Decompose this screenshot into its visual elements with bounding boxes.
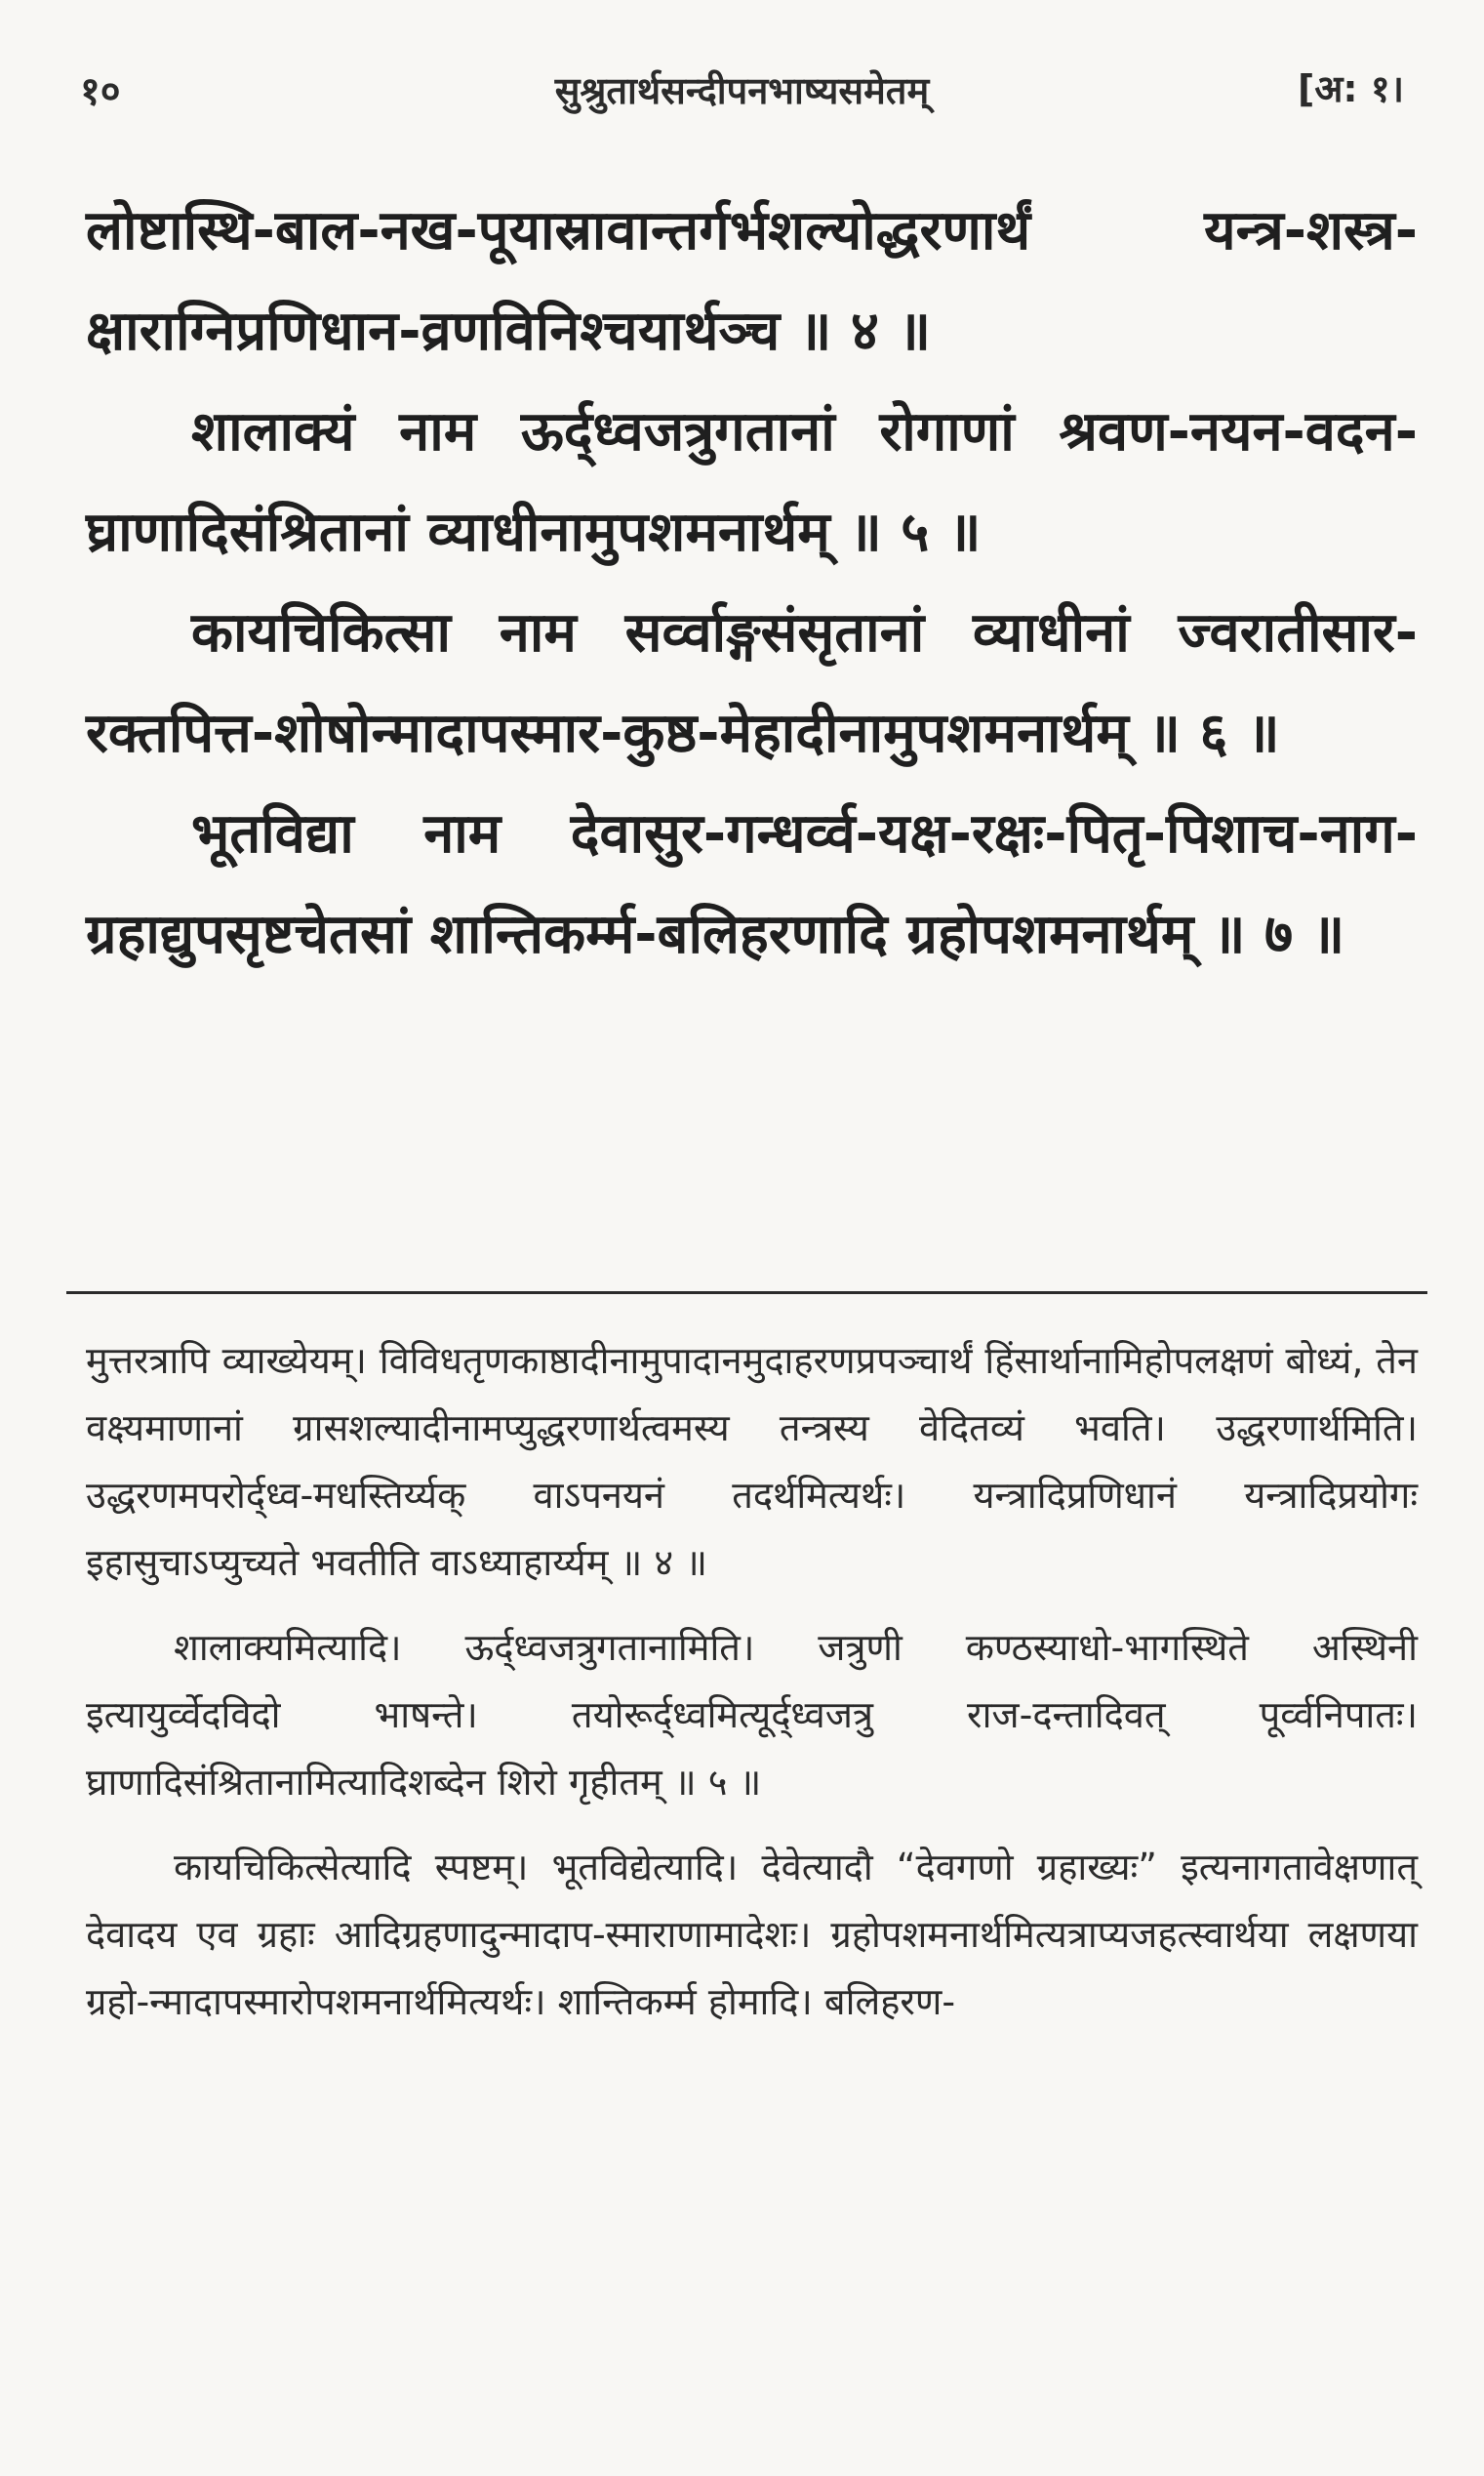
commentary-paragraph: शालाक्यमित्यादि। ऊर्द्ध्वजत्रुगतानामिति। जत्रुणी कण्ठस्याधो-भागस्थिते अस्थिनी इत्यायुर्व्वेदविदो भाषन्ते। तयोरूर्द्ध्वमित्यूर्द्ध्वजत्रु राज-दन्तादिवत् पूर्व्वनिपातः। घ्राणादिसंश्रितानामित्यादिशब्देन शिरो गृहीतम् ॥ ५ ॥ bbox=[86, 1626, 1418, 1804]
sutra-6: कायचिकित्सा नाम सर्व्वाङ्गसंसृतानां व्याधीनां ज्वरातीसार-रक्तपित्त-शोषोन्मादापस्मार-कुष्ठ-मेहादीनामुपशमनार्थम् ॥ ६ ॥ bbox=[86, 601, 1418, 765]
horizontal-divider bbox=[66, 1291, 1427, 1294]
sutra-5: शालाक्यं नाम ऊर्द्ध्वजत्रुगतानां रोगाणां श्रवण-नयन-वदन-घ्राणादिसंश्रितानां व्याधीनामुपशमनार्थम् ॥ ५ ॥ bbox=[86, 400, 1418, 564]
commentary-text-block bbox=[86, 1327, 1418, 2053]
sutra-7: भूतविद्या नाम देवासुर-गन्धर्व्व-यक्ष-रक्षः-पितृ-पिशाच-नाग-ग्रहाद्युपसृष्टचेतसां शान्तिकर्म्म-बलिहरणादि ग्रहोपशमनार्थम् ॥ ७ ॥ bbox=[86, 802, 1418, 966]
commentary-paragraph: मुत्तरत्रापि व्याख्येयम्। विविधतृणकाष्ठादीनामुपादानमुदाहरणप्रपञ्चार्थं हिंसार्थानामिहोपलक्षणं बोध्यं, तेन वक्ष्यमाणानां ग्रासशल्यादीनामप्युद्धरणार्थत्वमस्य तन्त्रस्य वेदितव्यं भवति। उद्धरणार्थमिति। उद्धरणमपरोर्द्ध्व-मधस्तिर्य्यक् वाऽपनयनं तदर्थमित्यर्थः। यन्त्रादिप्रणिधानं यन्त्रादिप्रयोगः इहासुचाऽप्युच्यते भवतीति वाऽध्याहार्य्यम् ॥ ४ ॥ bbox=[86, 1339, 1418, 1584]
chapter-marker: [अ: १। bbox=[1298, 67, 1404, 110]
running-header bbox=[0, 62, 1484, 121]
commentary-paragraph: कायचिकित्सेत्यादि स्पष्टम्। भूतविद्येत्यादि। देवेत्यादौ “देवगणो ग्रहाख्यः” इत्यनागतावेक्षणात् देवादय एव ग्रहाः आदिग्रहणादुन्मादाप-स्माराणामादेशः। ग्रहोपशमनार्थमित्यत्राप्यजहत्स्वार्थया लक्षणया ग्रहो-न्मादापस्मारोपशमनार्थमित्यर्थः। शान्तिकर्म्म होमादि। बलिहरण- bbox=[86, 1846, 1418, 2023]
sutra-text-block bbox=[86, 181, 1418, 985]
page-number: १० bbox=[80, 69, 121, 114]
header-title: सुश्रुतार्थसन्दीपनभाष्यसमेतम् bbox=[554, 69, 930, 112]
sutra-4: लोष्टास्थि-बाल-नख-पूयास्रावान्तर्गर्भशल्योद्धरणार्थं यन्त्र-शस्त्र-क्षाराग्निप्रणिधान-व्रणविनिश्चयार्थञ्च ॥ ४ ॥ bbox=[86, 199, 1418, 363]
